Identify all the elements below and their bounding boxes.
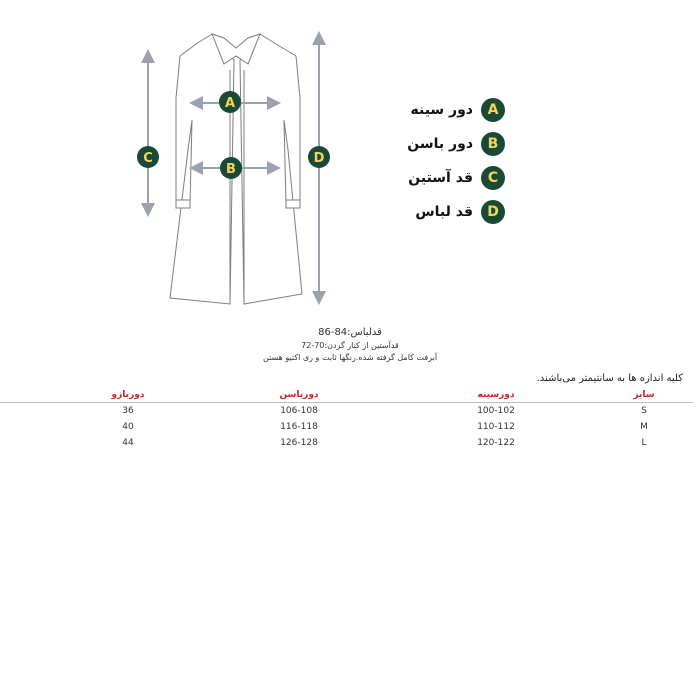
table-caption: کلیه اندازه ها به سانتیمتر می‌باشند. <box>536 373 683 384</box>
badge-b <box>220 157 242 179</box>
legend-item-length <box>390 200 505 224</box>
legend-badge: A <box>481 98 505 122</box>
legend-label: دور سینه <box>410 102 473 118</box>
cell-hip: 106-108 <box>280 406 318 416</box>
cell-arm: 40 <box>122 422 134 432</box>
legend-label: دور باسن <box>407 136 473 152</box>
fabric-note: آبرفت کامل گرفته شده.رنگها ثابت و ری اکتیو هستن <box>262 353 438 362</box>
legend-item-sleeve <box>390 166 505 190</box>
table-row <box>0 403 693 420</box>
svg-text:A: A <box>224 96 236 111</box>
header-chest: دورسینه <box>397 388 595 403</box>
cell-arm: 36 <box>122 406 134 416</box>
coat-illustration <box>0 0 700 320</box>
cell-size: M <box>640 422 648 432</box>
legend-badge: D <box>481 200 505 224</box>
product-notes <box>0 325 700 364</box>
legend-label: قد لباس <box>415 204 473 220</box>
cell-chest: 100-102 <box>477 406 515 416</box>
measurement-legend <box>390 98 505 234</box>
badge-c <box>137 146 159 168</box>
legend-badge: C <box>481 166 505 190</box>
badge-d <box>308 146 330 168</box>
cell-hip: 126-128 <box>280 438 318 448</box>
legend-item-chest <box>390 98 505 122</box>
sleeve-length-note: قدآستین از کنار گردن:70-72 <box>301 341 399 350</box>
header-empty <box>33 388 44 403</box>
legend-badge: B <box>481 132 505 156</box>
header-empty <box>44 388 55 403</box>
header-empty <box>22 388 33 403</box>
cell-chest: 120-122 <box>477 438 515 448</box>
table-row <box>0 435 693 451</box>
cell-arm: 44 <box>122 438 134 448</box>
cell-chest: 110-112 <box>477 422 515 432</box>
header-hip: دورباسن <box>201 388 397 403</box>
svg-text:C: C <box>143 151 153 166</box>
dress-length-note: قدلباس:84-86 <box>318 327 382 338</box>
header-empty <box>11 388 22 403</box>
legend-item-hip <box>390 132 505 156</box>
svg-text:D: D <box>313 151 325 166</box>
size-table <box>0 388 693 451</box>
garment-diagram <box>0 0 700 320</box>
cell-hip: 116-118 <box>280 422 318 432</box>
header-empty <box>0 388 11 403</box>
header-size: سایز <box>595 388 693 403</box>
cell-size: S <box>641 406 647 416</box>
cell-size: L <box>641 438 647 448</box>
table-header-row <box>0 388 693 403</box>
header-arm: دوربازو <box>55 388 201 403</box>
legend-label: قد آستین <box>408 170 473 186</box>
badge-a <box>219 91 241 113</box>
svg-text:B: B <box>226 162 236 177</box>
table-row <box>0 419 693 435</box>
